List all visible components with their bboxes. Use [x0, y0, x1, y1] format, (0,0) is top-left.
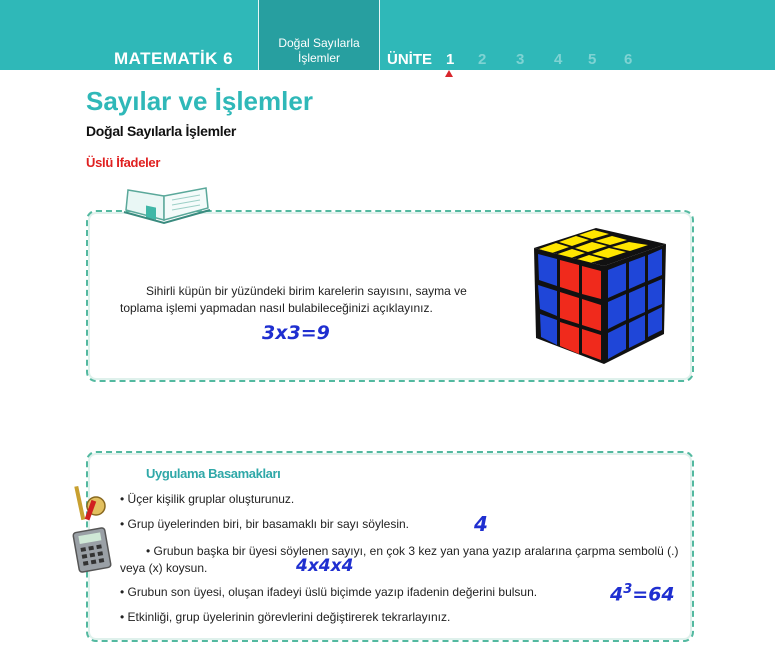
handwritten-step3: 4x4x4	[296, 556, 354, 576]
step-item-4: • Grubun son üyesi, oluşan ifadeyi üslü biçimde yazıp ifadenin değerini bulsun.	[120, 585, 538, 599]
unit-number-1[interactable]: 1	[446, 51, 455, 68]
page-title: Sayılar ve İşlemler	[86, 86, 313, 116]
unit-number-3[interactable]: 3	[516, 51, 525, 68]
handwritten-step4-exponent: 3	[623, 582, 633, 597]
active-unit-marker-icon	[445, 70, 453, 77]
step-item-2: • Grup üyelerinden biri, bir basamaklı bir sayı söylesin.	[120, 517, 409, 531]
handwritten-answer: 3x3=9	[262, 322, 330, 344]
handwritten-step4-result: =64	[632, 583, 675, 606]
step-item-5: • Etkinliği, grup üyelerinin görevlerini değiştirerek tekrarlayınız.	[120, 610, 451, 624]
header-bar	[0, 0, 775, 70]
unit-number-6[interactable]: 6	[624, 51, 633, 68]
unit-number-4[interactable]: 4	[554, 51, 563, 68]
rubiks-cube-icon	[530, 218, 670, 371]
subject-label: MATEMATİK 6	[114, 49, 234, 68]
step-item-1: • Üçer kişilik gruplar oluşturunuz.	[120, 492, 295, 506]
handwritten-step4-base: 4	[610, 583, 624, 606]
unit-label: ÜNİTE	[387, 51, 432, 68]
page-subtitle: Doğal Sayılarla İşlemler	[86, 123, 236, 139]
topic-box	[258, 0, 380, 70]
steps-title: Uygulama Basamakları	[146, 466, 281, 481]
section-label: Üslü İfadeler	[86, 155, 161, 170]
topic-label: Doğal Sayılarla İşlemler	[278, 36, 360, 65]
book-icon	[120, 186, 216, 231]
step-item-3: • Grubun başka bir üyesi söylenen sayıyı, en çok 3 kez yan yana yazıp aralarına çarpma sembolü (.) veya (x) koysun.	[120, 544, 679, 575]
unit-number-5[interactable]: 5	[588, 51, 597, 68]
handwritten-step4	[610, 582, 675, 605]
tools-calculator-icon	[70, 484, 120, 581]
unit-number-2[interactable]: 2	[478, 51, 487, 68]
activity-question: Sihirli küpün bir yüzündeki birim karelerin sayısını, sayma ve toplama işlemi yapmadan nasıl bulabileceğinizi açıklayınız.	[120, 284, 467, 315]
handwritten-step2: 4	[474, 512, 488, 536]
